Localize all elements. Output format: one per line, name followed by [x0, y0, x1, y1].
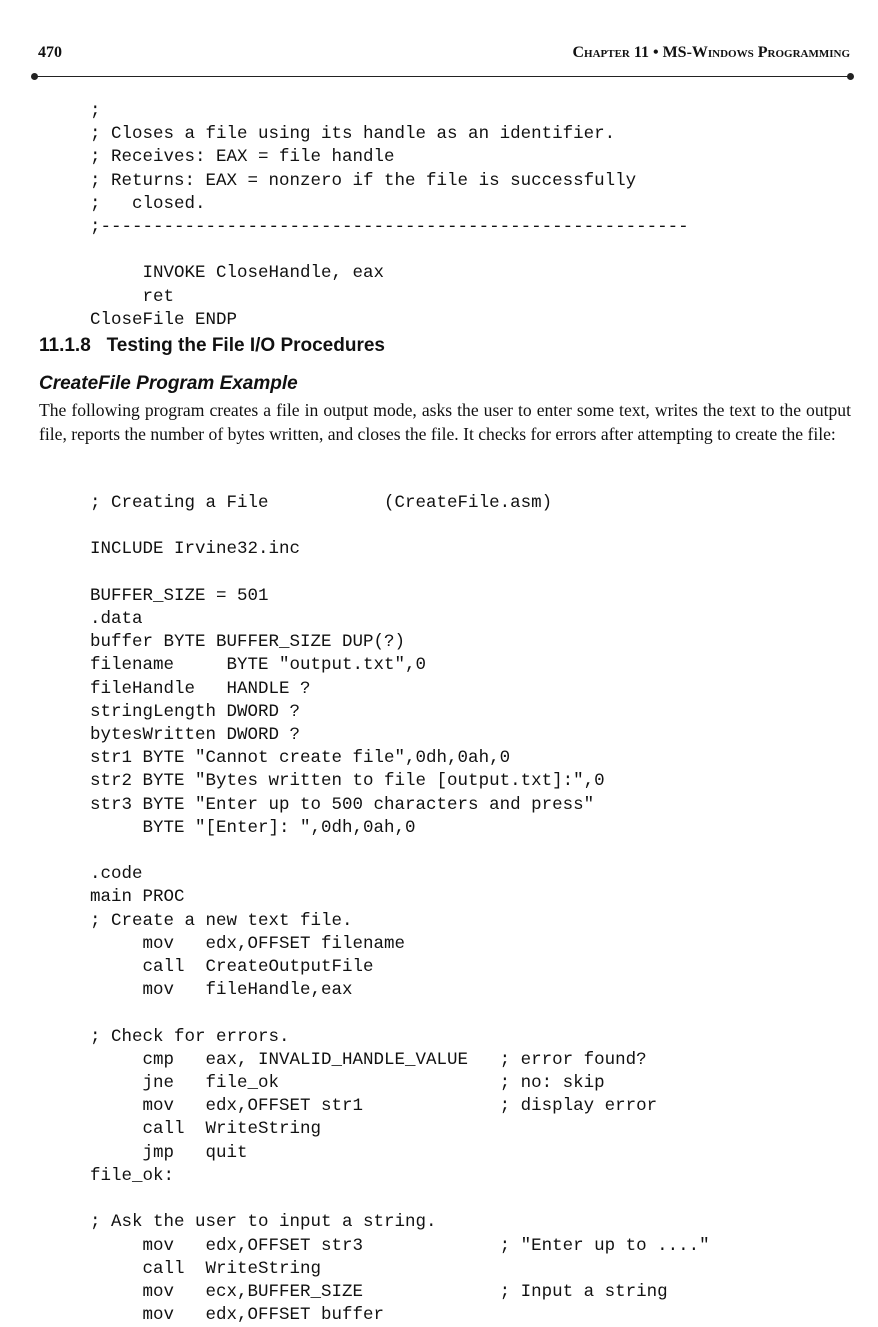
header-rule [34, 76, 850, 77]
rule-left-dot [31, 73, 38, 80]
body-paragraph: The following program creates a file in output mode, asks the user to enter some text, writes the text to the output file, reports the number of bytes written, and closes the file. It checks for errors after attempting to create the file: [39, 400, 851, 444]
running-head: Chapter 11 • MS-Windows Programming [572, 44, 850, 61]
subsection-heading: CreateFile Program Example [39, 373, 298, 394]
code-listing-createfile: ; Creating a File (CreateFile.asm) INCLUDE Irvine32.inc BUFFER_SIZE = 501 .data buffer BYTE BUFFER_SIZE DUP(?) filename BYTE "output.txt",0 fileHandle HANDLE ? stringLength DWORD ? bytesWritten DWORD ? str1 BYTE "Cannot create file",0dh,0ah,0 str2 BYTE "Bytes written to file [output.txt]:",0 str3 BYTE "Enter up to 500 characters and press" BYTE "[Enter]: ",0dh,0ah,0 .code main PROC ; Create a new text file. mov edx,OFFSET filename call CreateOutputFile mov fileHandle,eax ; Check for errors. cmp eax, INVALID_HANDLE_VALUE ; error found? jne file_ok ; no: skip mov edx,OFFSET str1 ; display error call WriteString jmp quit file_ok: ; Ask the user to input a string. mov edx,OFFSET str3 ; "Enter up to ...." call WriteString mov ecx,BUFFER_SIZE ; Input a string mov edx,OFFSET buffer [90, 493, 710, 1326]
page-header [32, 44, 852, 66]
section-heading: 11.1.8 Testing the File I/O Procedures [39, 335, 385, 356]
code-listing-closefile: ; ; Closes a file using its handle as an identifier. ; Receives: EAX = file handle ; Returns: EAX = nonzero if the file is successfully ; closed. ;-------------------------------------------------------- INVOKE CloseHandle, eax ret CloseFile ENDP [90, 101, 689, 330]
rule-right-dot [847, 73, 854, 80]
page-number: 470 [38, 44, 62, 61]
